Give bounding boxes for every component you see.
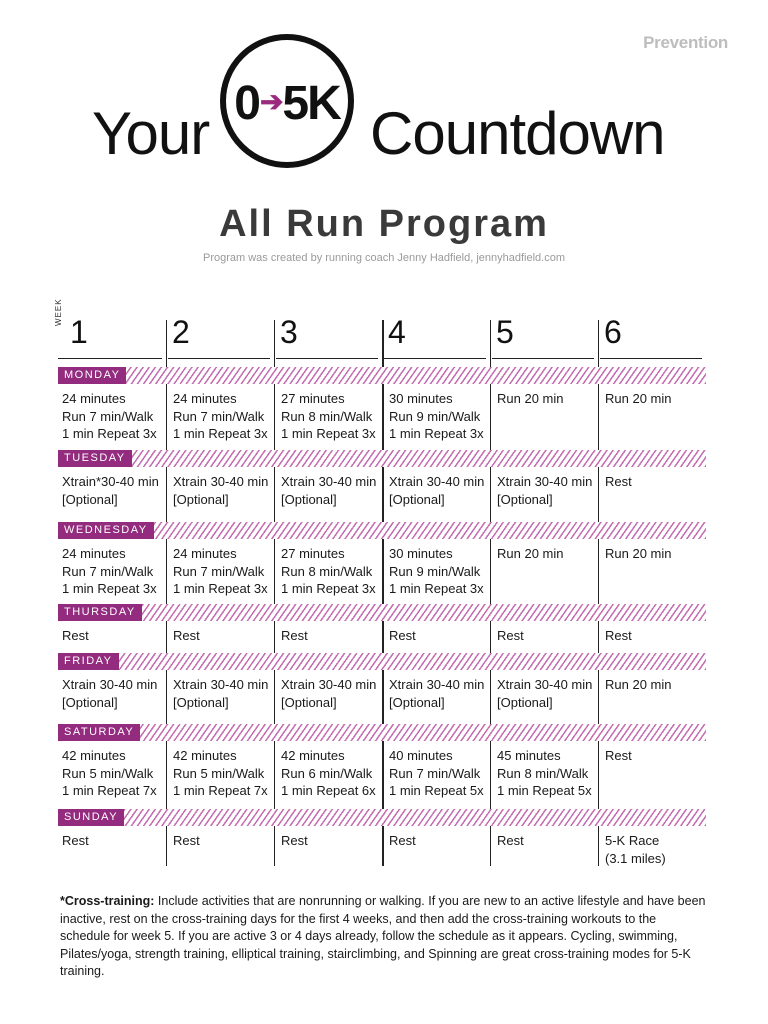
schedule-cell: Rest (605, 628, 632, 643)
day-label: FRIDAY (58, 653, 119, 670)
day-band-sunday (58, 809, 706, 826)
week-label: WEEK (54, 298, 63, 326)
schedule-cell: 24 minutes Run 7 min/Walk 1 min Repeat 3x (62, 391, 157, 441)
footnote-lead: *Cross-training: (60, 894, 155, 908)
column-divider (166, 320, 167, 866)
schedule-cell: Run 20 min (497, 391, 564, 406)
week-header-4 (384, 312, 486, 359)
week-number: 1 (70, 314, 88, 350)
schedule-cell: 30 minutes Run 9 min/Walk 1 min Repeat 3x (389, 546, 484, 596)
day-label: WEDNESDAY (58, 522, 154, 539)
footnote-body: Include activities that are nonrunning or walking. If you are new to an active lifestyle and have been inactive, rest on the cross-training days for the first 4 weeks, and then add the cross-training workouts to the schedule for week 5. If you are active 3 or 4 days already, follow the schedule as it appears. Cycling, swimming, Pilates/yoga, strength training, elliptical training, stairclimbing, and Spinning are great cross-training modes for 5-K training. (60, 894, 706, 978)
week-header-3 (276, 312, 378, 359)
schedule-cell: 42 minutes Run 5 min/Walk 1 min Repeat 7x (62, 748, 157, 798)
week-number: 4 (388, 314, 406, 350)
schedule-cell: Rest (281, 628, 308, 643)
brand-logo-text: Prevention (643, 33, 728, 52)
schedule-cell: Rest (173, 833, 200, 848)
week-header-6 (600, 312, 702, 359)
schedule-cell: Xtrain 30-40 min [Optional] (389, 474, 485, 507)
schedule-cell: Xtrain 30-40 min [Optional] (173, 677, 269, 710)
schedule-cell: Rest (605, 474, 632, 489)
schedule-cell: 45 minutes Run 8 min/Walk 1 min Repeat 5x (497, 748, 592, 798)
day-label: THURSDAY (58, 604, 142, 621)
day-label: SUNDAY (58, 809, 124, 826)
week-number: 5 (496, 314, 514, 350)
schedule-cell: 42 minutes Run 6 min/Walk 1 min Repeat 6x (281, 748, 376, 798)
week-number: 2 (172, 314, 190, 350)
schedule-cell: 5-K Race (3.1 miles) (605, 833, 666, 866)
headline-left: Your (92, 100, 210, 167)
week-number: 6 (604, 314, 622, 350)
badge-to: 5K (282, 77, 340, 130)
schedule-cell: Run 20 min (605, 546, 672, 561)
schedule-cell: Rest (62, 833, 89, 848)
schedule-cell: Rest (497, 833, 524, 848)
schedule-cell: 24 minutes Run 7 min/Walk 1 min Repeat 3x (173, 391, 268, 441)
day-label: MONDAY (58, 367, 126, 384)
arrow-icon: ➔ (259, 86, 282, 117)
schedule-cell: Rest (281, 833, 308, 848)
schedule-cell: Rest (605, 748, 632, 763)
schedule-table (54, 298, 706, 866)
schedule-cell: Xtrain 30-40 min [Optional] (173, 474, 269, 507)
schedule-cell: 24 minutes Run 7 min/Walk 1 min Repeat 3x (173, 546, 268, 596)
credit-line: Program was created by running coach Jenny Hadfield, jennyhadfield.com (203, 252, 565, 264)
day-label: TUESDAY (58, 450, 132, 467)
schedule-cell: Rest (173, 628, 200, 643)
badge-text (226, 77, 348, 130)
week-header-2 (168, 312, 270, 359)
schedule-cell: 27 minutes Run 8 min/Walk 1 min Repeat 3x (281, 391, 376, 441)
schedule-cell: Run 20 min (605, 391, 672, 406)
badge-circle (220, 34, 354, 168)
day-band-wednesday (58, 522, 706, 539)
schedule-cell: 42 minutes Run 5 min/Walk 1 min Repeat 7x (173, 748, 268, 798)
schedule-cell: Xtrain 30-40 min [Optional] (389, 677, 485, 710)
day-band-monday (58, 367, 706, 384)
day-label: SATURDAY (58, 724, 140, 741)
headline (0, 34, 768, 178)
week-number: 3 (280, 314, 298, 350)
schedule-cell: Rest (389, 833, 416, 848)
schedule-cell: Xtrain 30-40 min [Optional] (497, 474, 593, 507)
day-band-tuesday (58, 450, 706, 467)
week-header-5 (492, 312, 594, 359)
schedule-cell: 40 minutes Run 7 min/Walk 1 min Repeat 5x (389, 748, 484, 798)
schedule-cell: Xtrain 30-40 min [Optional] (281, 677, 377, 710)
schedule-cell: 30 minutes Run 9 min/Walk 1 min Repeat 3x (389, 391, 484, 441)
day-band-saturday (58, 724, 706, 741)
schedule-cell: Rest (389, 628, 416, 643)
schedule-cell: 24 minutes Run 7 min/Walk 1 min Repeat 3x (62, 546, 157, 596)
schedule-cell: Xtrain 30-40 min [Optional] (281, 474, 377, 507)
footnote (60, 893, 708, 981)
schedule-cell: Run 20 min (605, 677, 672, 692)
schedule-cell: Xtrain 30-40 min [Optional] (497, 677, 593, 710)
schedule-cell: Xtrain 30-40 min [Optional] (62, 677, 158, 710)
badge-from: 0 (234, 77, 259, 130)
schedule-cell: Run 20 min (497, 546, 564, 561)
day-band-friday (58, 653, 706, 670)
schedule-cell: Rest (62, 628, 89, 643)
day-band-thursday (58, 604, 706, 621)
page-title: All Run Program (219, 203, 549, 245)
schedule-cell: Xtrain*30-40 min [Optional] (62, 474, 159, 507)
week-header-1 (58, 312, 162, 359)
headline-right: Countdown (370, 100, 665, 167)
schedule-cell: Rest (497, 628, 524, 643)
schedule-cell: 27 minutes Run 8 min/Walk 1 min Repeat 3x (281, 546, 376, 596)
